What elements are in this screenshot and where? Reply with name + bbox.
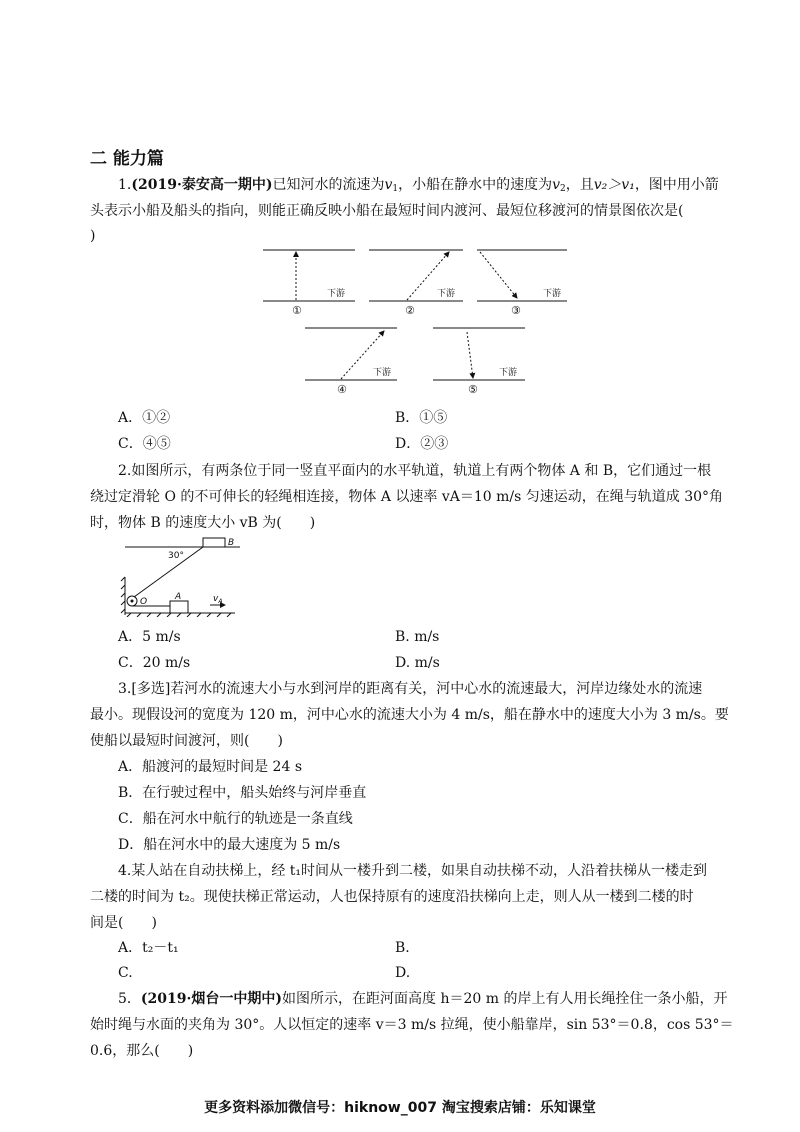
q1-line-3: ) xyxy=(90,228,96,244)
ground-hatch-11 xyxy=(227,613,231,617)
q4-option-d: D. xyxy=(395,965,411,981)
q2-line-1: 2.如图所示，有两条位于同一竖直平面内的水平轨道，轨道上有两个物体 A 和 B，它们通过一根 xyxy=(118,463,712,479)
q3-option-b: B．在行驶过程中，船头始终与河岸垂直 xyxy=(118,785,367,801)
q5-line-1-rest: 如图所示，在距河面高度 h＝20 m 的岸上有人用长绳拴住一条小船，开 xyxy=(282,991,728,1007)
wall-hatch-3 xyxy=(121,593,125,597)
q1-text-c: ，且 xyxy=(565,177,594,193)
label-a: A xyxy=(175,592,182,602)
q1-line-2: 头表示小船及船头的指向，则能正确反映小船在最短时间内渡河、最短位移渡河的情景图依次是( xyxy=(90,203,684,219)
q2-option-c: C．20 m/s xyxy=(118,655,191,671)
fig2-label: ② xyxy=(405,304,415,317)
q1-option-a: A．①② xyxy=(118,410,171,426)
ground-hatch-8 xyxy=(197,613,201,617)
q3-line-3: 使船以最短时间渡河，则( ) xyxy=(90,733,283,749)
q3-option-c: C．船在河水中航行的轨迹是一条直线 xyxy=(118,811,353,827)
label-va-v: v xyxy=(213,594,219,604)
wall-hatch-1 xyxy=(121,577,125,581)
fig4-downstream: 下游 xyxy=(373,368,392,378)
fig3-label: ③ xyxy=(511,304,521,317)
q1-v1-sub: 1 xyxy=(392,184,399,194)
wall-hatch-2 xyxy=(121,585,125,589)
q3-option-d: D．船在河水中的最大速度为 5 m/s xyxy=(118,837,341,853)
ground-hatch-9 xyxy=(207,613,211,617)
fig4-label: ④ xyxy=(337,383,347,396)
fig5-downstream: 下游 xyxy=(499,368,518,378)
q1-text-d: ，图中用小箭 xyxy=(634,177,719,193)
label-b: B xyxy=(228,538,235,548)
label-o: O xyxy=(140,597,148,607)
q4-line-3: 间是( ) xyxy=(90,915,157,931)
q2-option-d: D. m/s xyxy=(395,655,440,671)
angle-label: 30° xyxy=(168,551,184,561)
wall-hatch-5 xyxy=(121,609,125,613)
q3-line-2: 最小。现假设河的宽度为 120 m，河中心水的流速大小为 4 m/s，船在静水中的速度大小为 3 m/s。要 xyxy=(90,707,729,723)
ground-hatch-5 xyxy=(167,613,171,617)
ground-hatch-7 xyxy=(187,613,191,617)
fig1-label: ① xyxy=(292,304,302,317)
q5-source: (2019·烟台一中期中) xyxy=(140,991,283,1007)
q5-line-2: 始时绳与水面的夹角为 30°。人以恒定的速率 v＝3 m/s 拉绳，使小船靠岸，sin 53°＝0.8，cos 53°＝ xyxy=(90,1017,734,1033)
section-title: 二 能力篇 xyxy=(90,149,164,169)
q1-v2-sub: 2 xyxy=(560,184,566,194)
fig1-downstream: 下游 xyxy=(327,289,346,299)
q1-option-d: D．②③ xyxy=(395,436,449,452)
block-a xyxy=(170,601,188,613)
q1-text-b: ，小船在静水中的速度为 xyxy=(398,177,553,193)
q1-v1: v xyxy=(384,177,393,193)
q5-line-3: 0.6，那么( ) xyxy=(90,1043,194,1059)
q1-option-b: B．①⑤ xyxy=(395,410,448,426)
q4-option-c: C. xyxy=(118,965,133,981)
footer-note: 更多资料添加微信号：hiknow_007 淘宝搜索店铺：乐知课堂 xyxy=(204,1100,596,1116)
q2-option-b: B. m/s xyxy=(395,629,440,645)
q4-option-b: B. xyxy=(395,940,410,956)
fig3-downstream: 下游 xyxy=(543,289,562,299)
q1-text-a: 已知河水的流速为 xyxy=(272,177,385,193)
block-b xyxy=(203,538,225,547)
wall-hatch-4 xyxy=(121,601,125,605)
q1-number: 1. xyxy=(118,177,132,193)
fig2-downstream: 下游 xyxy=(437,289,456,299)
ground-hatch-2 xyxy=(137,613,141,617)
q3-option-a: A．船渡河的最短时间是 24 s xyxy=(118,759,303,775)
q1-river-figure xyxy=(255,240,575,400)
q2-pulley-figure xyxy=(115,535,245,617)
q1-compare: v₂＞v₁ xyxy=(593,177,635,193)
ground-hatch-3 xyxy=(147,613,151,617)
q1-option-c: C．④⑤ xyxy=(118,436,171,452)
fig5-label: ⑤ xyxy=(468,383,478,396)
q1-line-1 xyxy=(118,175,719,199)
pulley-center xyxy=(131,600,134,603)
q5-number: 5． xyxy=(118,991,141,1007)
q2-line-3: 时，物体 B 的速度大小 vB 为( ) xyxy=(90,515,316,531)
ground-hatch-6 xyxy=(177,613,181,617)
q2-line-2: 绕过定滑轮 O 的不可伸长的轻绳相连接，物体 A 以速率 vA＝10 m/s 匀速运动，在绳与轨道成 30°角 xyxy=(90,489,724,505)
ground-hatch-10 xyxy=(217,613,221,617)
label-va-sub: A xyxy=(218,598,223,605)
q4-option-a: A．t₂－t₁ xyxy=(118,940,179,956)
q4-line-2: 二楼的时间为 t₂。现使扶梯正常运动，人也保持原有的速度沿扶梯向上走，则人从一楼到二楼的时 xyxy=(90,889,694,905)
q5-line-1 xyxy=(118,989,727,1009)
fig3-arrow xyxy=(480,252,517,298)
ground-hatch-4 xyxy=(157,613,161,617)
ground-hatch-1 xyxy=(127,613,131,617)
q3-line-1: 3.[多选]若河水的流速大小与水到河岸的距离有关，河中心水的流速最大，河岸边缘处水的流速 xyxy=(118,681,703,697)
q2-option-a: A．5 m/s xyxy=(118,629,181,645)
fig5-arrow xyxy=(467,332,473,378)
q4-line-1: 4.某人站在自动扶梯上，经 t₁时间从一楼升到二楼，如果自动扶梯不动，人沿着扶梯从一楼走到 xyxy=(118,863,708,879)
q1-v2: v xyxy=(552,177,561,193)
q1-source: (2019·泰安高一期中) xyxy=(131,177,273,193)
label-va xyxy=(213,594,222,605)
